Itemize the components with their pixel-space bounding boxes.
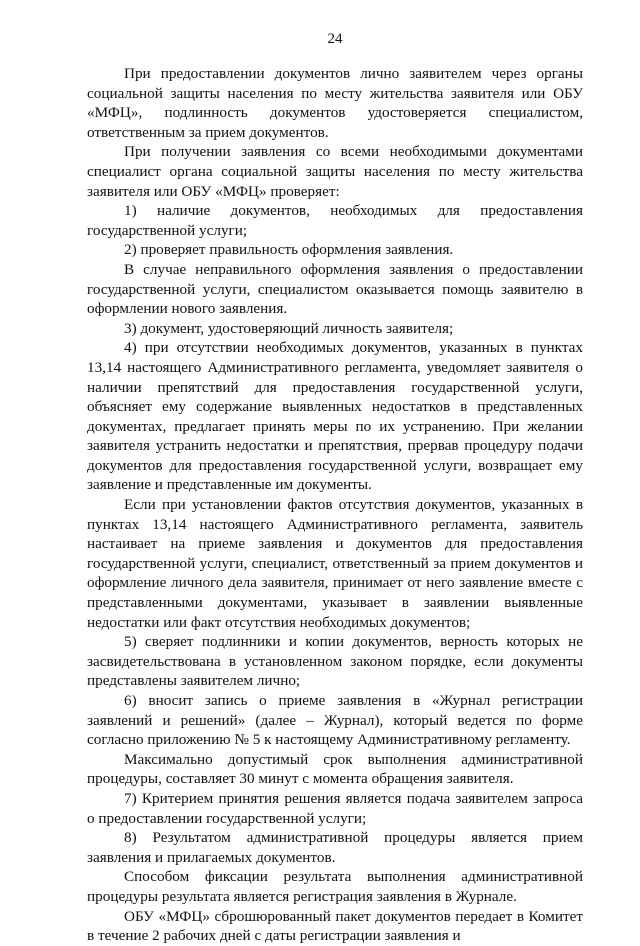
paragraph-7: 4) при отсутствии необходимых документов, указанных в пунктах 13,14 настоящего Административного регламента, уведомляет заявителя о наличии препятствий для предоставления государственной услуги, объясняет ему содержание выявленных недостатков в представленных документах, предлагает принять меры по их устранению. При желании заявителя устранить недостатки и препятствия, прервав процедуру подачи документов для предоставления государственной услуги, возвращает ему заявление и представленные им документы. [87,339,583,494]
paragraph-6: 3) документ, удостоверяющий личность заявителя; [124,319,454,337]
paragraph-13: 8) Результатом административной процедуры является прием заявления и прилагаемых документов. [87,829,583,866]
paragraph-5: В случае неправильного оформления заявления о предоставлении государственной услуги, специалистом оказывается помощь заявителю в оформлении нового заявления. [87,260,583,318]
document-body [87,64,583,946]
paragraph-4: 2) проверяет правильность оформления заявления. [124,241,454,259]
paragraph-2: При получении заявления со всеми необходимыми документами специалист органа социальной защиты населения по месту жительства заявителя или ОБУ «МФЦ» проверяет: [87,143,583,200]
paragraph-9: 5) сверяет подлинники и копии документов, верность которых не засвидетельствована в установленном законом порядке, если документы представлены заявителем лично; [87,633,583,690]
paragraph-12: 7) Критерием принятия решения является подача заявителем запроса о предоставлении государственной услуги; [87,789,583,827]
paragraph-15: ОБУ «МФЦ» сброшюрованный пакет документов передает в Комитет в течение 2 рабочих дней с даты регистрации заявления и [87,907,583,945]
paragraph-14: Способом фиксации результата выполнения административной процедуры результата является регистрация заявления в Журнале. [87,868,583,905]
page-number: 24 [327,31,343,47]
paragraph-1: При предоставлении документов лично заявителем через органы социальной защиты населения по месту жительства заявителя или ОБУ «МФЦ», подлинность документов удостоверяется специалистом, ответственным за прием документов. [87,65,583,141]
paragraph-11: Максимально допустимый срок выполнения административной процедуры, составляет 30 минут с момента обращения заявителя. [87,750,583,788]
paragraph-3: 1) наличие документов, необходимых для предоставления государственной услуги; [87,202,583,239]
paragraph-8: Если при установлении фактов отсутствия документов, указанных в пунктах 13,14 настоящего Административного регламента, заявитель настаивает на приеме заявления и документов для предоставления государственной услуги, специалист, ответственный за прием документов и оформление личного дела заявителя, принимает от него заявление вместе с представленными документами, указывает в заявлении выявленные недостатки или факт отсутствия необходимых документов; [87,496,583,631]
paragraph-10: 6) вносит запись о приеме заявления в «Журнал регистрации заявлений и решений» (далее – Журнал), который ведется по форме согласно приложению № 5 к настоящему Административному регламенту. [87,692,583,749]
